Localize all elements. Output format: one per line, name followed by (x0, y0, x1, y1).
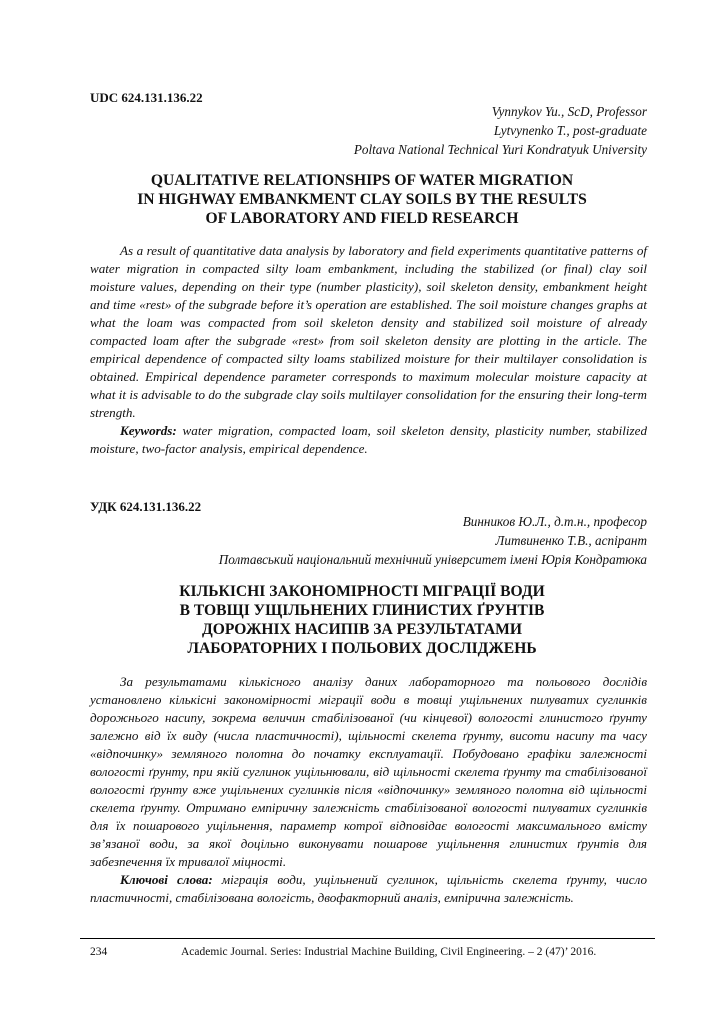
page-number: 234 (90, 946, 108, 958)
keywords-text: water migration, compacted loam, soil skeleton density, plasticity number, stabilized moisture, two-factor analysis, empirical dependence. (90, 423, 647, 456)
title-line: OF LABORATORY AND FIELD RESEARCH (205, 210, 519, 227)
author-line: Lytvynenko T., post-graduate (493, 123, 647, 138)
affiliation-line: Poltava National Technical Yuri Kondratyuk University (353, 142, 647, 157)
paper-title (60, 171, 664, 228)
author-line: Литвиненко Т.В., аспірант (495, 533, 647, 548)
paper-title-ua (60, 582, 664, 658)
author-line: Vynnykov Yu., ScD, Professor (491, 104, 647, 119)
journal-citation: Academic Journal. Series: Industrial Machine Building, Civil Engineering. – 2 (47)’ 2016. (181, 946, 597, 958)
udc-code: UDC 624.131.136.22 (90, 90, 203, 105)
author-block (354, 102, 647, 159)
title-line: КІЛЬКІСНІ ЗАКОНОМІРНОСТІ МІГРАЦІЇ ВОДИ (179, 583, 545, 600)
keywords-label: Keywords: (120, 423, 177, 438)
udc-code-ua: УДК 624.131.136.22 (90, 499, 202, 514)
title-line: В ТОВЩІ УЩІЛЬНЕНИХ ГЛИНИСТИХ ҐРУНТІВ (179, 602, 545, 619)
title-line: ЛАБОРАТОРНИХ І ПОЛЬОВИХ ДОСЛІДЖЕНЬ (187, 640, 537, 657)
keywords-paragraph (90, 871, 647, 907)
author-line: Винников Ю.Л., д.т.н., професор (462, 514, 647, 529)
abstract-text: As a result of quantitative data analysis by laboratory and field experiments quantitative patterns of water migration in compacted silty loam embankment, including the stabilized (or final) clay soil moisture values, depending on their type (number plasticity), soil skeleton density, embankment height and time «rest» of the subgrade before it’s operation are established. The soil moisture changes graphs at what the loam was compacted from soil skeleton density and stabilized soil moisture of already compacted loam after the subgrade «rest» from soil skeleton density are plotting in the article. The empirical dependence of compacted silty loams stabilized moisture for their multilayer consolidation is obtained. Empirical dependence parameter corresponds to maximum molecular moisture capacity at what it is advisable to do the subgrade clay soils multilayer consolidation for the ensuring their long-term strength. (90, 243, 647, 420)
title-line: IN HIGHWAY EMBANKMENT CLAY SOILS BY THE RESULTS (137, 191, 587, 208)
keywords-paragraph (90, 422, 647, 458)
abstract (90, 242, 647, 458)
title-line: ДОРОЖНІХ НАСИПІВ ЗА РЕЗУЛЬТАТАМИ (201, 621, 523, 638)
affiliation-line: Полтавський національний технічний університет імені Юрія Кондратюка (218, 552, 647, 567)
keywords-label: Ключові слова: (120, 872, 213, 887)
title-line: QUALITATIVE RELATIONSHIPS OF WATER MIGRATION (150, 172, 574, 189)
abstract-text: За результатами кількісного аналізу даних лабораторного та польового дослідів установлено кількісні закономірності міграції води в товщі ущільнених пилуватих суглинків дорожнього насипу, зокрема величин стабілізованої (чи кінцевої) вологості глинистого ґрунту залежно від їх виду (числа пластичності), щільності скелета ґрунту, висоти насипу та часу «відпочинку» земляного полотна до початку експлуатації. Побудовано графіки залежності вологості ґрунту, при якій суглинок ущільнювали, від щільності скелета ґрунту та стабілізованої вологості ґрунту вже ущільнених суглинків після «відпочинку» земляного полотна від щільності скелета ґрунту. Отримано емпіричну залежність стабілізованої вологості пилуватих суглинків для їх пошарового ущільнення, параметр котрої відповідає вологості максимального вмісту зв’язаної води, за якої доцільно виконувати пошарове ущільнення глинистих ґрунтів для забезпечення їх тривалої міцності. (90, 674, 647, 869)
footer-divider (80, 938, 655, 939)
author-block-ua (219, 512, 647, 569)
keywords-text: міграція води, ущільнений суглинок, щільність скелета ґрунту, число пластичності, стабілізована вологість, двофакторний аналіз, емпірична залежність. (90, 872, 648, 905)
abstract-ua (90, 673, 647, 907)
